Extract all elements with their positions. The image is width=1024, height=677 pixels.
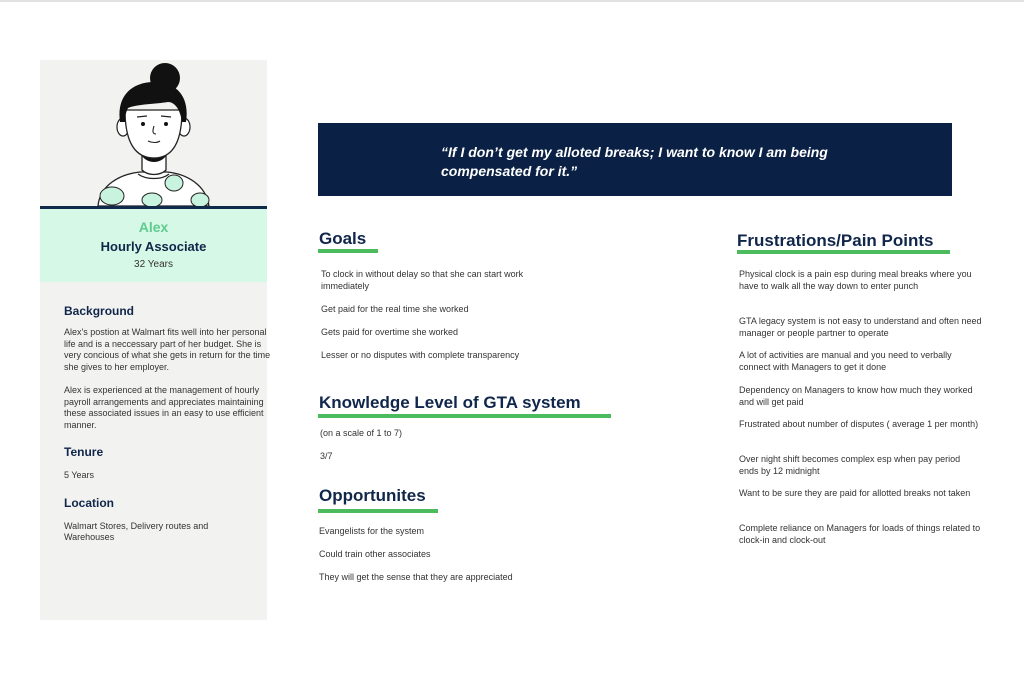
background-paragraph: Alex is experienced at the management of hourly payroll arrangements and appreciates maintaining these associated issues in an easy to use efficient manner. [64,385,264,430]
frustrations-underline [737,250,950,254]
frustration-item: Want to be sure they are paid for allotted breaks not taken [739,488,971,498]
frustration-item: Complete reliance on Managers for loads of things related to clock-in and clock-out [739,523,981,545]
frustration-item: GTA legacy system is not easy to understand and often need manager or people partner to operate [739,316,982,338]
opportunity-item: They will get the sense that they are appreciated [319,572,513,582]
persona-age: 32 Years [134,259,173,270]
opportunity-item: Evangelists for the system [319,526,425,536]
opportunities-underline [318,509,438,513]
goals-heading: Goals [319,229,367,248]
avatar-illustration-icon [90,60,217,206]
top-border [0,0,1024,2]
goal-item: To clock in without delay so that she can start work immediately [321,269,524,291]
tenure-value: 5 Years [64,470,95,480]
opportunity-item: Could train other associates [319,549,431,559]
goals-underline [318,249,378,253]
profile-details [64,304,274,544]
persona-quote: “If I don’t get my alloted breaks; I want to know I am being compensated for it.” [441,144,828,179]
goal-item: Get paid for the real time she worked [321,304,469,314]
frustration-item: A lot of activities are manual and you need to verbally connect with Managers to get it done [739,350,952,372]
goal-item: Lesser or no disputes with complete transparency [321,350,520,360]
background-heading: Background [64,304,135,318]
location-heading: Location [64,495,114,510]
frustrations-heading: Frustrations/Pain Points [737,231,934,250]
avatar [40,60,267,206]
profile-name-band [40,206,267,282]
frustration-item: Frustrated about number of disputes ( average 1 per month) [739,419,979,429]
tenure-heading: Tenure [64,445,104,459]
location-value: Walmart Stores, Delivery routes and Warehouses [64,520,209,542]
persona-name: Alex [138,219,169,235]
knowledge-heading: Knowledge Level of GTA system [319,393,581,412]
background-paragraph: Alex's postion at Walmart fits well into her personal life and is a neccessary part of her budget. She is very concious of what she gets in return for the time she gives to her employer. [64,327,271,372]
goal-item: Gets paid for overtime she worked [321,327,459,337]
opportunities-heading: Opportunites [319,486,426,505]
frustration-item: Physical clock is a pain esp during meal breaks where you have to walk all the way down to enter punch [739,269,972,291]
knowledge-value: 3/7 [320,451,333,461]
frustration-item: Over night shift becomes complex esp when pay period ends by 12 midnight [739,454,961,476]
quote-banner [318,123,952,196]
persona-role: Hourly Associate [100,239,207,254]
knowledge-underline [318,414,611,418]
profile-card [40,60,271,620]
knowledge-scale-note: (on a scale of 1 to 7) [320,428,403,438]
frustration-item: Dependency on Managers to know how much they worked and will get paid [739,385,973,407]
